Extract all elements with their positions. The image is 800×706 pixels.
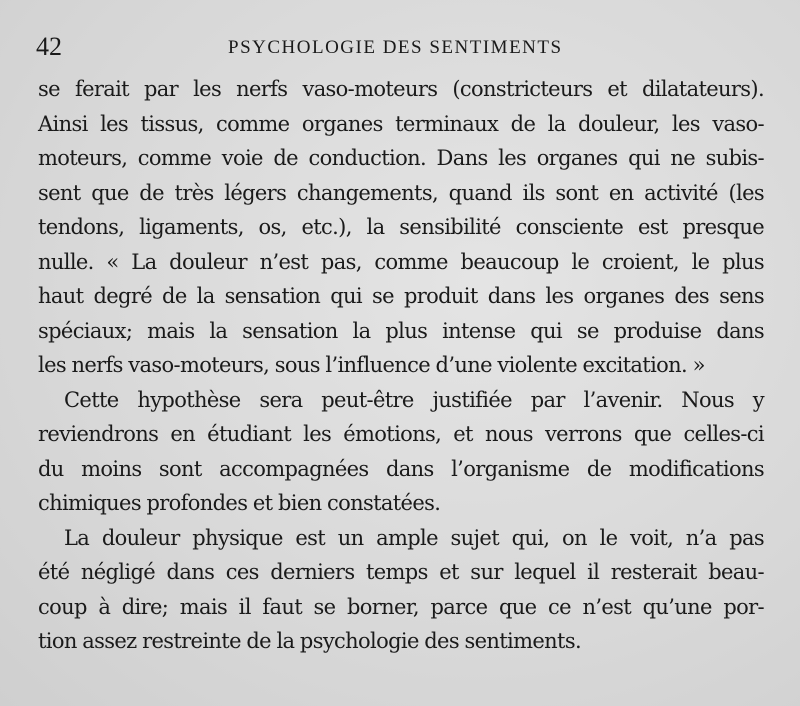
text-line: tendons, ligaments, os, etc.), la sensibilité consciente est presque	[38, 215, 764, 239]
text-line: nulle. « La douleur n’est pas, comme beaucoup le croient, le plus	[38, 249, 764, 274]
paragraph-1	[38, 72, 764, 383]
running-title: PSYCHOLOGIE DES SENTIMENTS	[228, 37, 563, 58]
text-line: été négligé dans ces derniers temps et sur lequel il resterait beau-	[38, 560, 764, 584]
text-line: spéciaux; mais la sensation la plus intense qui se produise dans	[38, 318, 764, 343]
text-line: tion assez restreinte de la psychologie des sentiments.	[38, 629, 581, 653]
text-line: moteurs, comme voie de conduction. Dans les organes qui ne subis-	[38, 146, 764, 170]
text-line: reviendrons en étudiant les émotions, et nous verrons que celles-ci	[38, 422, 764, 446]
text-line: Ainsi les tissus, comme organes terminaux de la douleur, les vaso-	[38, 111, 764, 136]
paragraph-2	[38, 383, 764, 521]
text-line: sent que de très légers changements, quand ils sont en activité (les	[38, 180, 764, 205]
text-line: haut degré de la sensation qui se produit dans les organes des sens	[38, 284, 764, 308]
paragraph-3	[38, 521, 764, 659]
text-line: La douleur physique est un ample sujet qui, on le voit, n’a pas	[64, 525, 764, 550]
text-line: Cette hypothèse sera peut-être justifiée par l’avenir. Nous y	[64, 387, 764, 412]
text-line: chimiques profondes et bien constatées.	[38, 491, 441, 515]
text-line: coup à dire; mais il faut se borner, parce que ce n’est qu’une por-	[38, 594, 764, 619]
text-line: les nerfs vaso-moteurs, sous l’influence d’une violente excitation. »	[38, 353, 705, 377]
page-header	[36, 32, 764, 62]
body-text	[38, 72, 764, 659]
page-number: 42	[36, 32, 62, 61]
text-line: du moins sont accompagnées dans l’organisme de modifications	[38, 456, 764, 481]
text-line: se ferait par les nerfs vaso-moteurs (constricteurs et dilatateurs).	[38, 77, 764, 101]
